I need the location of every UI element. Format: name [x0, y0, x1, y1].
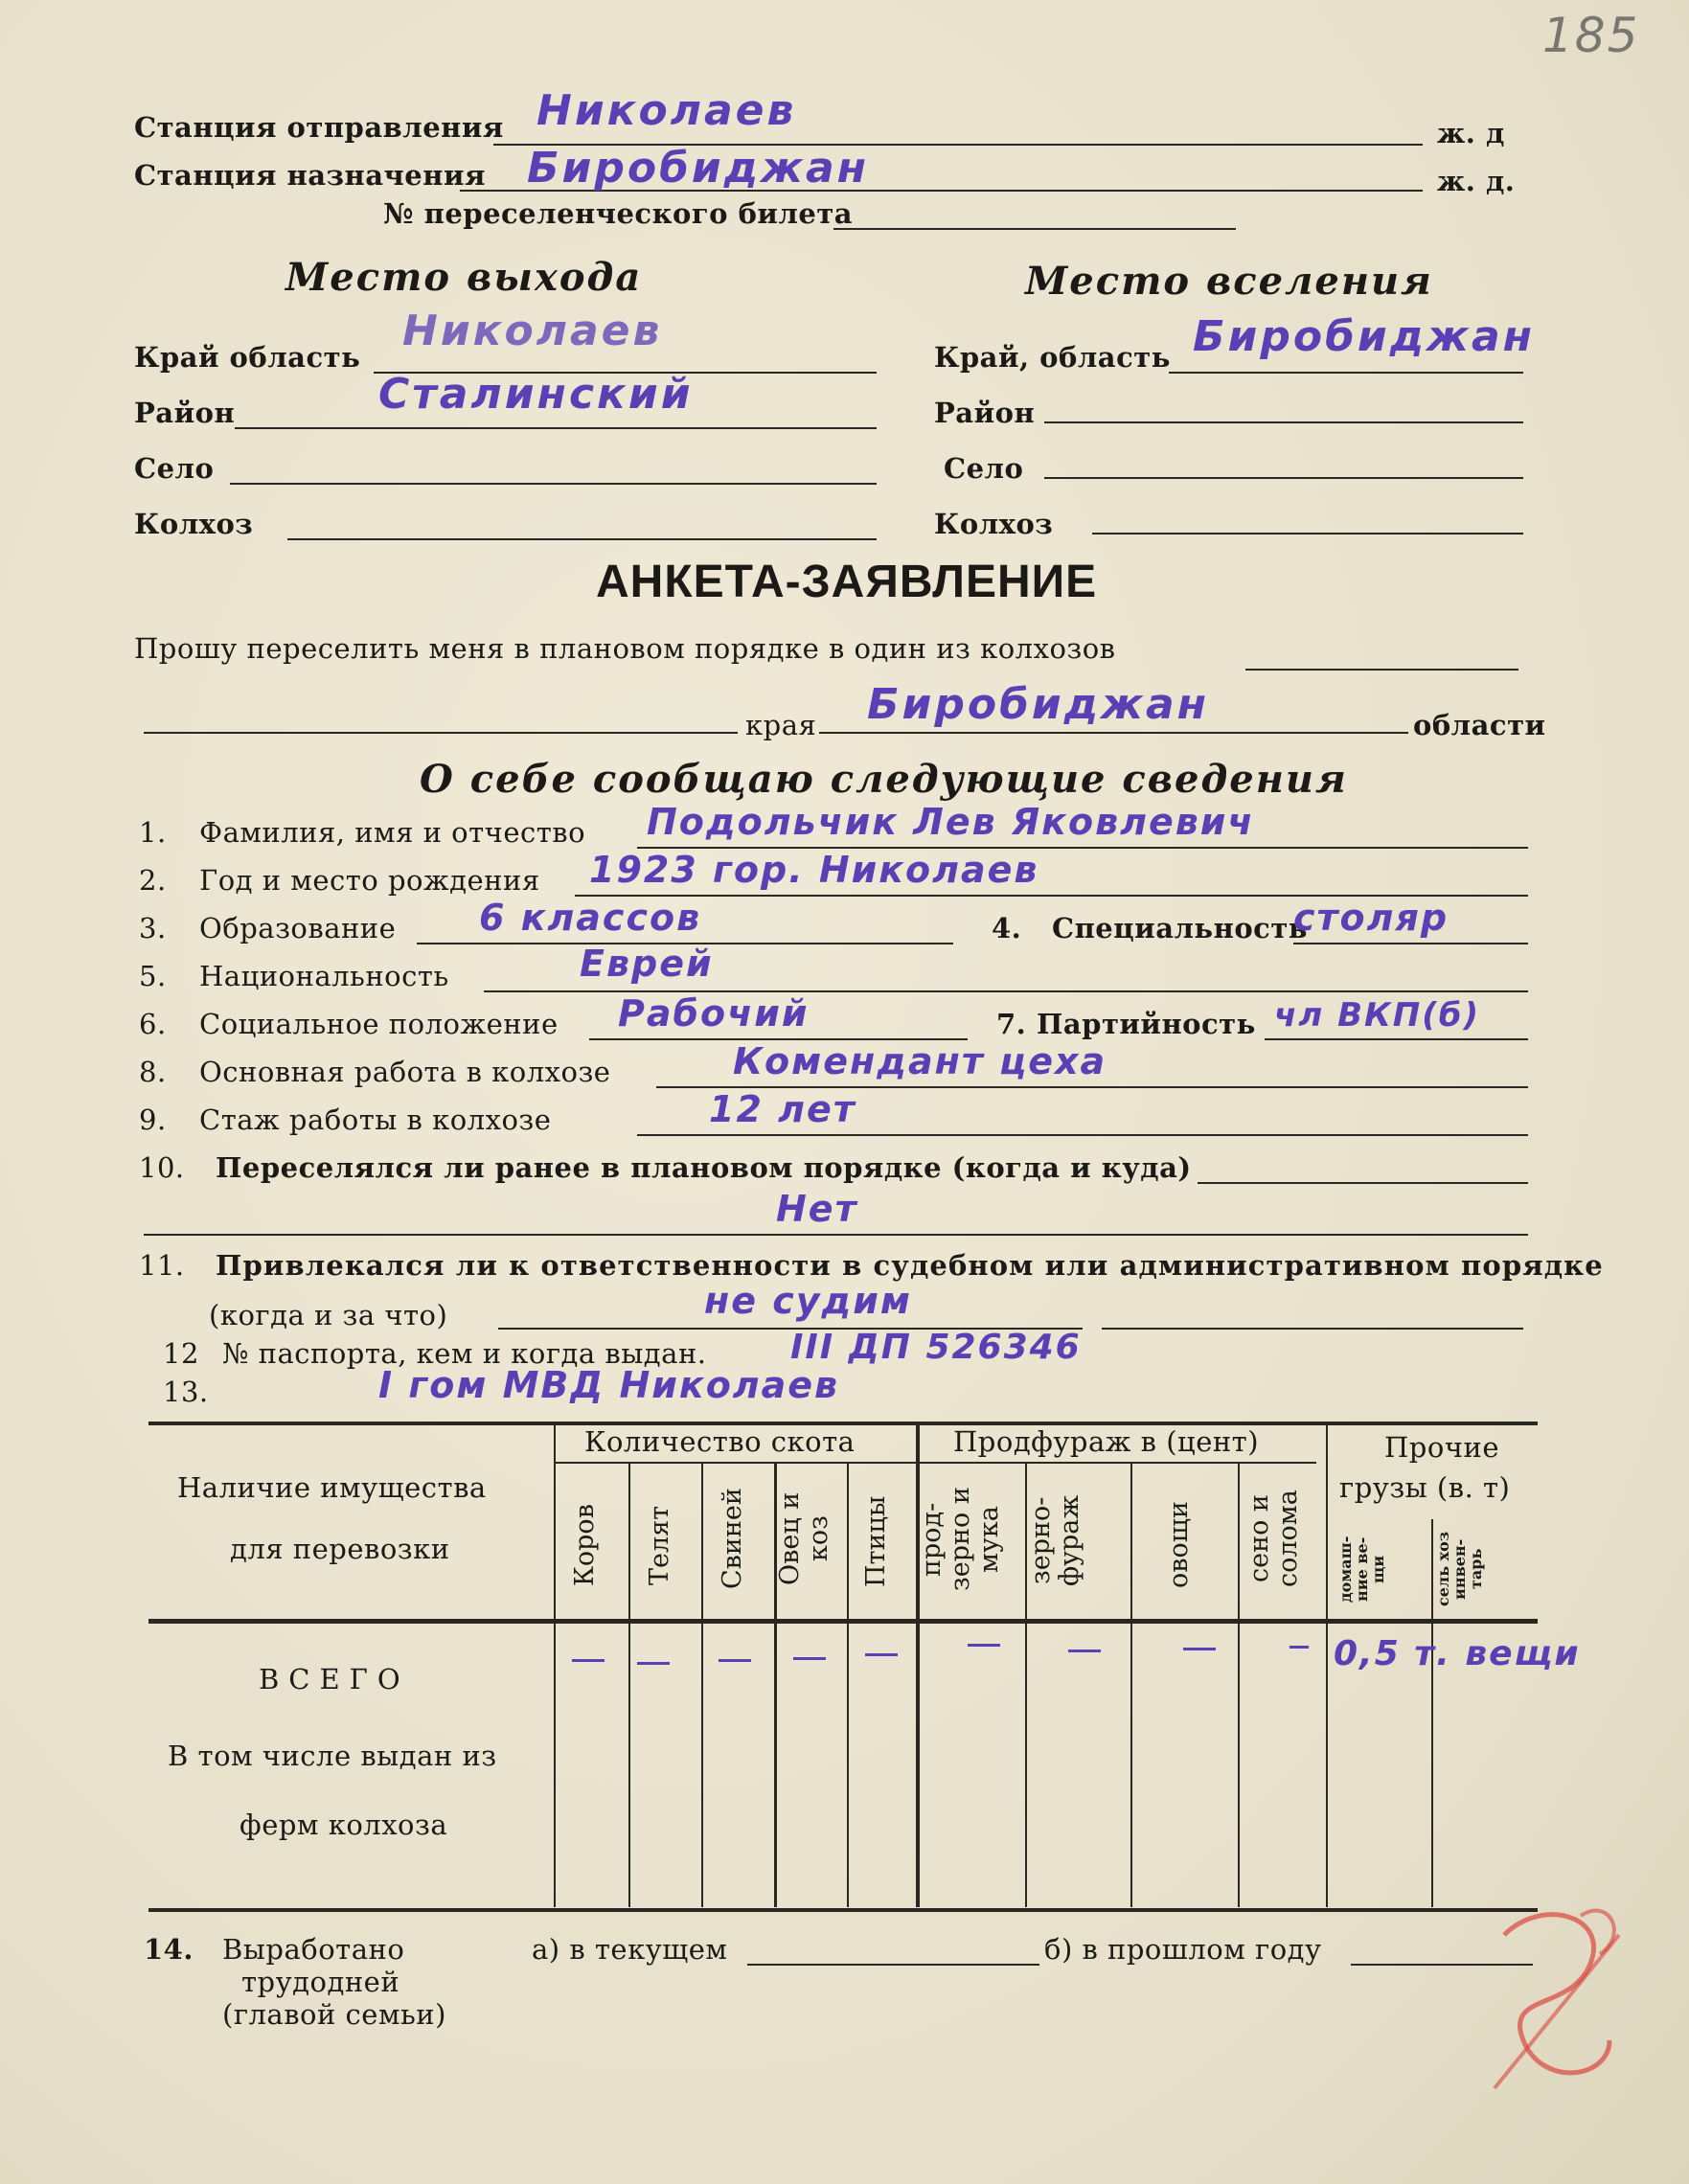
- table-vline-2: [701, 1462, 703, 1907]
- form-title: АНКЕТА-ЗАЯВЛЕНИЕ: [596, 557, 1098, 607]
- f12-value: III ДП 526346: [790, 1328, 1082, 1367]
- table-vline-9: [1431, 1519, 1433, 1907]
- request-region-value: Биробиджан: [867, 680, 1210, 729]
- f1-num: 1.: [139, 816, 167, 849]
- f10-line-1: [1198, 1182, 1528, 1184]
- request-line-2: [144, 732, 738, 734]
- f10-value: Нет: [776, 1188, 858, 1230]
- station-to-suffix: ж. д.: [1437, 165, 1516, 197]
- col-sheep: Овец и коз: [775, 1491, 833, 1585]
- workdays-past-label: б) в прошлом году: [1044, 1933, 1322, 1966]
- destination-village-line: [1044, 477, 1523, 479]
- dash-veg: [1183, 1648, 1216, 1650]
- f9-line: [637, 1134, 1528, 1136]
- ticket-label: № переселенческого билета: [383, 197, 854, 230]
- col-household: домаш-ние ве-щи: [1336, 1536, 1387, 1603]
- f9-label: Стаж работы в колхозе: [199, 1103, 552, 1136]
- origin-district-line: [235, 427, 877, 429]
- table-fodder-line: [918, 1462, 1316, 1464]
- station-from-label: Станция отправления: [134, 111, 504, 144]
- workdays-label-3: (главой семьи): [222, 1998, 446, 2031]
- f9-num: 9.: [139, 1103, 167, 1136]
- request-line-1: [1245, 669, 1518, 671]
- f1-label: Фамилия, имя и отчество: [199, 816, 586, 849]
- workdays-current-line: [747, 1964, 1039, 1966]
- f7-line: [1265, 1038, 1528, 1040]
- destination-region-line: [1169, 372, 1523, 374]
- about-heading: О себе сообщаю следующие сведения: [420, 757, 1348, 802]
- origin-district-label: Район: [134, 397, 236, 429]
- workdays-current-label: а) в текущем: [532, 1933, 728, 1966]
- f13-num: 13.: [163, 1376, 209, 1408]
- col-birds: Птицы: [861, 1495, 891, 1587]
- livestock-header: Количество скота: [584, 1425, 856, 1458]
- table-vline-c: [1326, 1423, 1328, 1907]
- origin-village-label: Село: [134, 452, 215, 485]
- destination-village-label: Село: [944, 452, 1024, 485]
- origin-region-label: Край область: [134, 341, 361, 374]
- station-to-value: Биробиджан: [527, 144, 870, 193]
- origin-heading: Место выхода: [285, 255, 643, 300]
- origin-kolkhoz-line: [287, 538, 877, 540]
- table-vline-7: [1130, 1462, 1132, 1907]
- f3-num: 3.: [139, 912, 167, 944]
- f11-value: не судим: [704, 1280, 912, 1322]
- request-kray-label: края: [745, 709, 817, 741]
- col-grain: прод-зерно и мука: [917, 1487, 1004, 1592]
- table-header-bottom-line: [148, 1619, 1538, 1624]
- fodder-header: Продфураж в (цент): [953, 1425, 1260, 1458]
- col-pigs: Свиней: [718, 1488, 747, 1589]
- f3-value: 6 классов: [479, 897, 702, 939]
- f6-value: Рабочий: [618, 992, 810, 1035]
- f10-label: Переселялся ли ранее в плановом порядке (когда и куда): [216, 1151, 1192, 1184]
- destination-kolkhoz-line: [1092, 533, 1523, 535]
- f5-label: Национальность: [199, 960, 449, 992]
- f11-label: Привлекался ли к ответственности в судебном или административном порядке: [216, 1249, 1604, 1282]
- f12-num: 12: [163, 1337, 199, 1370]
- request-text: Прошу переселить меня в плановом порядке в один из колхозов: [134, 632, 1116, 665]
- table-vline-4: [847, 1462, 849, 1907]
- f5-value: Еврей: [580, 943, 714, 985]
- origin-kolkhoz-label: Колхоз: [134, 508, 254, 540]
- f8-num: 8.: [139, 1056, 167, 1088]
- f13-value: I гом МВД Николаев: [378, 1364, 840, 1406]
- row-header-2: для перевозки: [230, 1533, 450, 1565]
- f11-line-2: [1102, 1328, 1523, 1330]
- row-header-1: Наличие имущества: [177, 1471, 487, 1504]
- destination-district-line: [1044, 421, 1523, 423]
- col-hay: сено и солома: [1244, 1490, 1303, 1587]
- f12-label: № паспорта, кем и когда выдан.: [222, 1337, 707, 1370]
- f4-label: Специальность: [1052, 912, 1308, 944]
- f4-num: 4.: [992, 912, 1022, 944]
- f4-value: столяр: [1293, 897, 1449, 939]
- f8-value: Комендант цеха: [733, 1040, 1107, 1082]
- dash-cows: [572, 1659, 605, 1662]
- destination-region-value: Биробиджан: [1193, 312, 1536, 361]
- col-veg: овощи: [1164, 1501, 1194, 1589]
- origin-district-value: Сталинский: [378, 370, 694, 419]
- col-feed-grain: зерно-фураж: [1026, 1494, 1084, 1586]
- f11-num: 11.: [139, 1249, 185, 1282]
- f2-num: 2.: [139, 864, 167, 897]
- incl-label-2: ферм колхоза: [240, 1809, 448, 1841]
- workdays-label-2: трудодней: [241, 1966, 400, 1998]
- f6-label: Социальное положение: [199, 1008, 559, 1040]
- destination-heading: Место вселения: [1025, 259, 1433, 304]
- destination-kolkhoz-label: Колхоз: [934, 508, 1054, 540]
- destination-region-label: Край, область: [934, 341, 1171, 374]
- station-from-value: Николаев: [536, 86, 797, 135]
- dash-sheep: [793, 1657, 826, 1660]
- workdays-num: 14.: [144, 1933, 194, 1966]
- station-to-label: Станция назначения: [134, 159, 486, 192]
- col-calves: Телят: [645, 1505, 674, 1585]
- request-line-3: [819, 732, 1408, 734]
- origin-village-line: [230, 483, 877, 485]
- col-cows: Коров: [570, 1504, 600, 1586]
- f11-label2: (когда и за что): [209, 1299, 448, 1331]
- dash-feed-grain: [1068, 1649, 1101, 1652]
- f9-value: 12 лет: [709, 1088, 856, 1130]
- f2-value: 1923 гор. Николаев: [589, 849, 1039, 891]
- f2-label: Год и место рождения: [199, 864, 540, 897]
- f7-label: Партийность: [1037, 1008, 1256, 1040]
- f10-num: 10.: [139, 1151, 185, 1184]
- total-label: ВСЕГО: [259, 1663, 410, 1695]
- f7-value: чл ВКП(б): [1274, 996, 1481, 1035]
- page-number: 185: [1542, 8, 1640, 63]
- workdays-label-1: Выработано: [222, 1933, 405, 1966]
- col-farm-tools: сель хоз инвен-тарь: [1434, 1531, 1485, 1607]
- table-bottom-line: [148, 1908, 1538, 1912]
- incl-label-1: В том числе выдан из: [168, 1740, 497, 1772]
- table-livestock-line: [554, 1462, 916, 1464]
- f8-label: Основная работа в колхозе: [199, 1056, 611, 1088]
- destination-district-label: Район: [934, 397, 1036, 429]
- dash-pigs: [719, 1659, 751, 1662]
- other-header-2: грузы (в. т): [1339, 1471, 1511, 1504]
- red-pencil-mark: [1466, 1877, 1638, 2107]
- f4-line: [1293, 943, 1528, 944]
- dash-hay: [1290, 1646, 1309, 1649]
- f1-value: Подольчик Лев Яковлевич: [647, 801, 1255, 843]
- f3-label: Образование: [199, 912, 397, 944]
- table-vline-8: [1238, 1462, 1240, 1907]
- f7-num: 7.: [996, 1008, 1027, 1040]
- total-value: 0,5 т. вещи: [1334, 1634, 1581, 1673]
- f5-num: 5.: [139, 960, 167, 992]
- origin-region-value: Николаев: [402, 307, 663, 355]
- dash-grain: [968, 1644, 1000, 1647]
- table-vline-a: [554, 1423, 556, 1907]
- other-header-1: Прочие: [1384, 1431, 1499, 1464]
- dash-calves: [637, 1662, 670, 1665]
- f10-line-2: [144, 1234, 1528, 1236]
- table-vline-1: [628, 1462, 630, 1907]
- ticket-line: [833, 228, 1236, 230]
- request-oblast-label: области: [1413, 709, 1546, 741]
- f6-num: 6.: [139, 1008, 167, 1040]
- dash-birds: [865, 1653, 898, 1656]
- station-from-suffix: ж. д: [1437, 117, 1505, 149]
